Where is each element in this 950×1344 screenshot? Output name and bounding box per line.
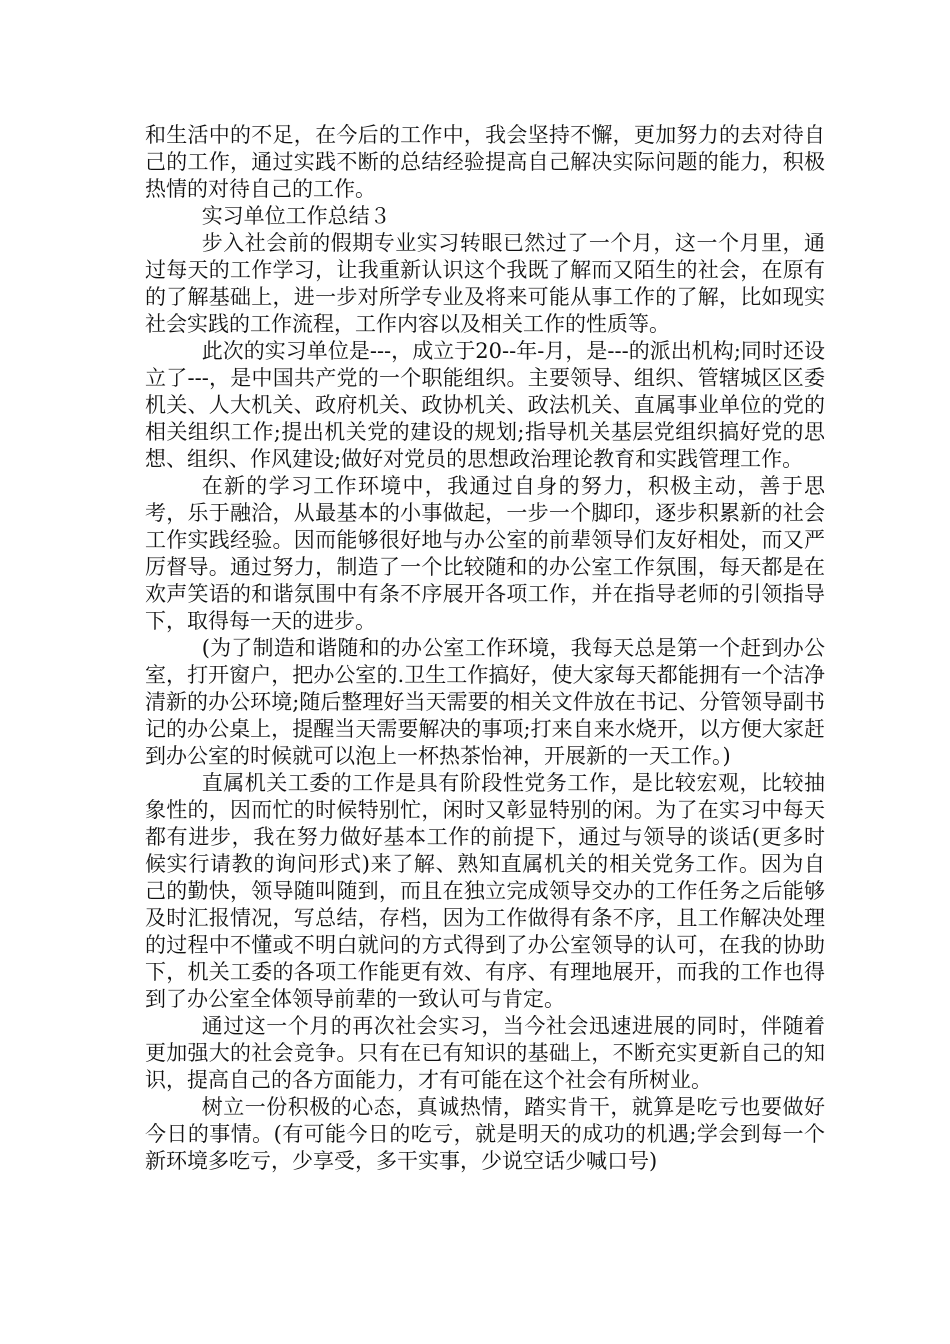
paragraph: (为了制造和谐随和的办公室工作环境，我每天总是第一个赶到办公室，打开窗户，把办公室的.卫生工作搞好，使大家每天都能拥有一个洁净清新的办公环境;随后整理好当天需要的相关文件放在书记、分管领导副书记的办公桌上，提醒当天需要解决的事项;打来自来水烧开，以方便大家赶到办公室的时候就可以泡上一杯热茶怡神，开展新的一天工作。) <box>145 636 825 768</box>
section-heading: 实习单位工作总结３ <box>201 204 391 228</box>
document-body <box>145 122 825 1175</box>
paragraph: 步入社会前的假期专业实习转眼已然过了一个月，这一个月里，通过每天的工作学习，让我重新认识这个我既了解而又陌生的社会，在原有的了解基础上，进一步对所学专业及将来可能从事工作的了解，比如现实社会实践的工作流程，工作内容以及相关工作的性质等。 <box>145 231 825 336</box>
paragraph: 此次的实习单位是---，成立于20--年-月，是---的派出机构;同时还设立了---，是中国共产党的一个职能组织。主要领导、组织、管辖城区区委机关、人大机关、政府机关、政协机关、政法机关、直属事业单位的党的相关组织工作;提出机关党的建设的规划;指导机关基层党组织搞好党的思想、组织、作风建设;做好对党员的思想政治理论教育和实践管理工作。 <box>145 339 825 471</box>
paragraph: 树立一份积极的心态，真诚热情，踏实肯干，就算是吃亏也要做好今日的事情。(有可能今日的吃亏，就是明天的成功的机遇;学会到每一个新环境多吃亏，少享受，多干实事，少说空话少喊口号) <box>145 1095 825 1173</box>
paragraph: 在新的学习工作环境中，我通过自身的努力，积极主动，善于思考，乐于融洽，从最基本的小事做起，一步一个脚印，逐步积累新的社会工作实践经验。因而能够很好地与办公室的前辈领导们友好相处，而又严厉督导。通过努力，制造了一个比较随和的办公室工作氛围，每天都是在欢声笑语的和谐氛围中有条不序展开各项工作，并在指导老师的引领指导下，取得每一天的进步。 <box>145 474 825 633</box>
paragraph-continuation: 和生活中的不足，在今后的工作中，我会坚持不懈，更加努力的去对待自己的工作，通过实践不断的总结经验提高自己解决实际问题的能力，积极热情的对待自己的工作。 <box>145 123 825 201</box>
paragraph: 通过这一个月的再次社会实习，当今社会迅速进展的同时，伴随着更加强大的社会竞争。只有在已有知识的基础上，不断充实更新自己的知识，提高自己的各方面能力，才有可能在这个社会有所树业。 <box>145 1014 825 1092</box>
paragraph: 直属机关工委的工作是具有阶段性党务工作，是比较宏观，比较抽象性的，因而忙的时候特别忙，闲时又彰显特别的闲。为了在实习中每天都有进步，我在努力做好基本工作的前提下，通过与领导的谈话(更多时候实行请教的询问形式)来了解、熟知直属机关的相关党务工作。因为自己的勤快，领导随叫随到，而且在独立完成领导交办的工作任务之后能够及时汇报情况，写总结，存档，因为工作做得有条不序，且工作解决处理的过程中不懂或不明白就问的方式得到了办公室领导的认可，在我的协助下，机关工委的各项工作能更有效、有序、有理地展开，而我的工作也得到了办公室全体领导前辈的一致认可与肯定。 <box>145 771 825 1011</box>
